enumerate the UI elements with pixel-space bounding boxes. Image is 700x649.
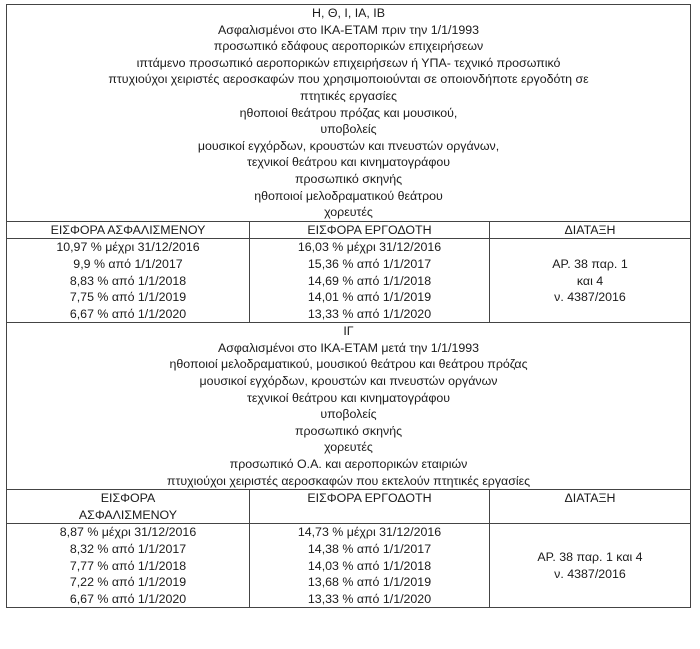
section2-header-provision: ΔΙΑΤΑΞΗ [490,490,691,524]
section1-provision [490,239,691,323]
section1-title-line: Ασφαλισμένοι στο ΙΚΑ-ΕΤΑΜ πριν την 1/1/1993 [217,22,480,37]
section2-title-line: προσωπικό σκηνής [294,423,403,438]
insured-rate: 10,97 % μέχρι 31/12/2016 [56,240,200,255]
employer-rate: 14,38 % από 1/1/2017 [307,542,432,556]
insured-rate: 7,75 % από 1/1/2019 [69,290,187,305]
section2-header-row [7,490,691,524]
contribution-rates-document [6,4,690,608]
provision-line: ν. 4387/2016 [554,290,626,305]
section1-title-line: προσωπικό εδάφους αεροπορικών επιχειρήσεων [213,39,484,54]
section2-employer-rates [250,524,490,608]
employer-rate: 14,69 % από 1/1/2018 [307,273,432,288]
insured-rate: 6,67 % από 1/1/2020 [69,306,187,321]
employer-rate: 16,03 % μέχρι 31/12/2016 [297,240,442,255]
section2-insured-rates [7,524,250,608]
section1-header-provision: ΔΙΑΤΑΞΗ [490,221,691,239]
section2-title-line: προσωπικό Ο.Α. και αεροπορικών εταιριών [229,457,468,472]
section2-title-line: Ασφαλισμένοι στο ΙΚΑ-ΕΤΑΜ μετά την 1/1/1993 [217,340,480,355]
section1-insured-rates [7,239,250,323]
employer-rate: 13,33 % από 1/1/2020 [307,306,432,321]
section2-header-employer: ΕΙΣΦΟΡΑ ΕΡΓΟΔΟΤΗ [250,490,490,524]
section1-title-line: ηθοποιοί θεάτρου πρόζας και μουσικού, [239,105,458,120]
section1-header-employer: ΕΙΣΦΟΡΑ ΕΡΓΟΔΟΤΗ [250,221,490,239]
insured-rate: 6,67 % από 1/1/2020 [69,591,187,606]
insured-rate: 7,77 % από 1/1/2018 [69,558,187,573]
section1-title-line: τεχνικοί θεάτρου και κινηματογράφου [246,155,451,170]
section1-title-line: πτυχιούχοι χειριστές αεροσκαφών που χρησιμοποιούνται σε οποιονδήποτε εργοδότη σε [108,72,589,87]
provision-line: ΑΡ. 38 παρ. 1 [552,256,628,271]
section1-title-cell [7,5,691,222]
section1-header-insured: ΕΙΣΦΟΡΑ ΑΣΦΑΛΙΣΜΕΝΟΥ [7,221,250,239]
section2-title-line: μουσικοί εγχόρδων, κρουστών και πνευστών οργάνων [199,374,498,389]
section1-title-line: ιπτάμενο προσωπικό αεροπορικών επιχειρήσεων ή ΥΠΑ- τεχνικό προσωπικό [136,55,561,70]
section1-title-line: μουσικοί εγχόρδων, κρουστών και πνευστών οργάνων, [197,138,500,153]
provision-line: ΑΡ. 38 παρ. 1 και 4 [537,550,643,565]
section2-data-row [7,524,691,608]
section2-title-line: υποβολείς [320,407,377,422]
employer-rate: 14,73 % μέχρι 31/12/2016 [297,525,442,540]
section1-employer-rates [250,239,490,323]
section1-title-line: προσωπικό σκηνής [294,171,403,186]
section1-title-line: Η, Θ, Ι, ΙΑ, ΙΒ [312,6,385,20]
employer-rate: 15,36 % από 1/1/2017 [307,256,432,271]
employer-rate: 14,01 % από 1/1/2019 [307,290,432,305]
section1-data-row [7,239,691,323]
section1-title-line: χορευτές [324,205,373,220]
employer-rate: 13,68 % από 1/1/2019 [307,575,432,590]
section2-title-line: χορευτές [324,440,373,455]
provision-line: ν. 4387/2016 [554,566,626,581]
section1-title-row [7,5,691,222]
employer-rate: 13,33 % από 1/1/2020 [307,591,432,606]
section2-title-line: πτυχιούχοι χειριστές αεροσκαφών που εκτελούν πτητικές εργασίες [166,473,531,488]
provision-line: και 4 [576,273,604,288]
employer-rate: 14,03 % από 1/1/2018 [307,558,432,573]
section1-title-line: υποβολείς [320,122,377,137]
insured-rate: 7,22 % από 1/1/2019 [69,575,187,590]
section2-provision [490,524,691,608]
section2-title-line: τεχνικοί θεάτρου και κινηματογράφου [246,390,451,405]
contribution-rates-table [6,4,691,608]
section1-header-row [7,221,691,239]
insured-rate: 8,83 % από 1/1/2018 [69,273,187,288]
section1-title-line: πτητικές εργασίες [300,88,397,103]
section2-title-cell [7,323,691,490]
insured-rate: 8,32 % από 1/1/2017 [69,542,187,556]
section2-title-line: ΙΓ [343,324,354,339]
section2-title-line: ηθοποιοί μελοδραματικού, μουσικού θεάτρου και θεάτρου πρόζας [169,357,528,372]
section2-title-row [7,323,691,490]
insured-rate: 8,87 % μέχρι 31/12/2016 [59,525,197,540]
insured-rate: 9,9 % από 1/1/2017 [73,256,183,271]
section1-title-line: ηθοποιοί μελοδραματικού θεάτρου [254,188,443,203]
section2-header-insured: ΕΙΣΦΟΡΑ ΑΣΦΑΛΙΣΜΕΝΟΥ [7,490,250,524]
